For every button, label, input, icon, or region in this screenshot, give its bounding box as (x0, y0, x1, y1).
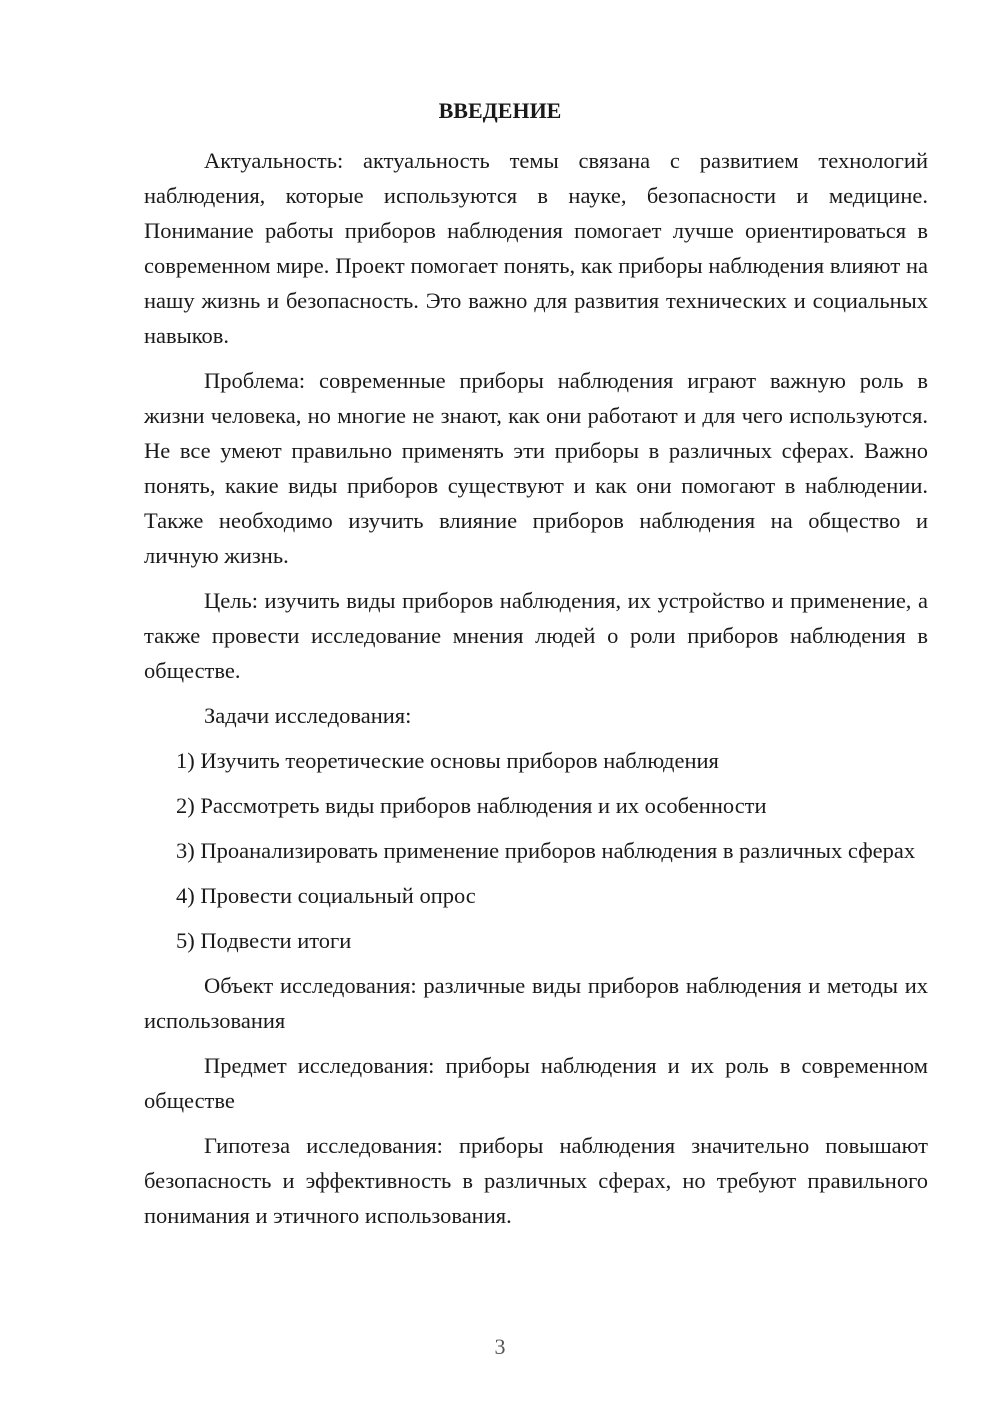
task-item: 4) Провести социальный опрос (176, 883, 476, 908)
task-item: 5) Подвести итоги (176, 928, 352, 953)
goal-paragraph: Цель: изучить виды приборов наблюдения, их устройство и применение, а также провести исследование мнения людей о роли приборов наблюдения в обществе. (144, 588, 928, 683)
task-item: 2) Рассмотреть виды приборов наблюдения и их особенности (176, 793, 767, 818)
object-paragraph: Объект исследования: различные виды приборов наблюдения и методы их использования (144, 973, 928, 1033)
page-number: 3 (494, 1334, 506, 1359)
hypothesis-paragraph: Гипотеза исследования: приборы наблюдения значительно повышают безопасность и эффективность в различных сферах, но требуют правильного понимания и этичного использования. (144, 1133, 928, 1228)
page-title: ВВЕДЕНИЕ (438, 98, 562, 123)
subject-paragraph: Предмет исследования: приборы наблюдения и их роль в современном обществе (144, 1053, 928, 1113)
tasks-heading: Задачи исследования: (204, 703, 412, 728)
problem-paragraph: Проблема: современные приборы наблюдения играют важную роль в жизни человека, но многие не знают, как они работают и для чего используются. Не все умеют правильно применять эти приборы в различных сферах. Важно понять, какие виды приборов существуют и как они помогают в наблюдении. Также необходимо изучить влияние приборов наблюдения на общество и личную жизнь. (144, 368, 928, 568)
task-item: 1) Изучить теоретические основы приборов наблюдения (176, 748, 719, 773)
task-item: 3) Проанализировать применение приборов наблюдения в различных сферах (176, 838, 916, 863)
document-body (144, 143, 928, 1243)
relevance-paragraph: Актуальность: актуальность темы связана с развитием технологий наблюдения, которые используются в науке, безопасности и медицине. Понимание работы приборов наблюдения помогает лучше ориентироваться в современном мире. Проект помогает понять, как приборы наблюдения влияют на нашу жизнь и безопасность. Это важно для развития технических и социальных навыков. (144, 148, 928, 348)
